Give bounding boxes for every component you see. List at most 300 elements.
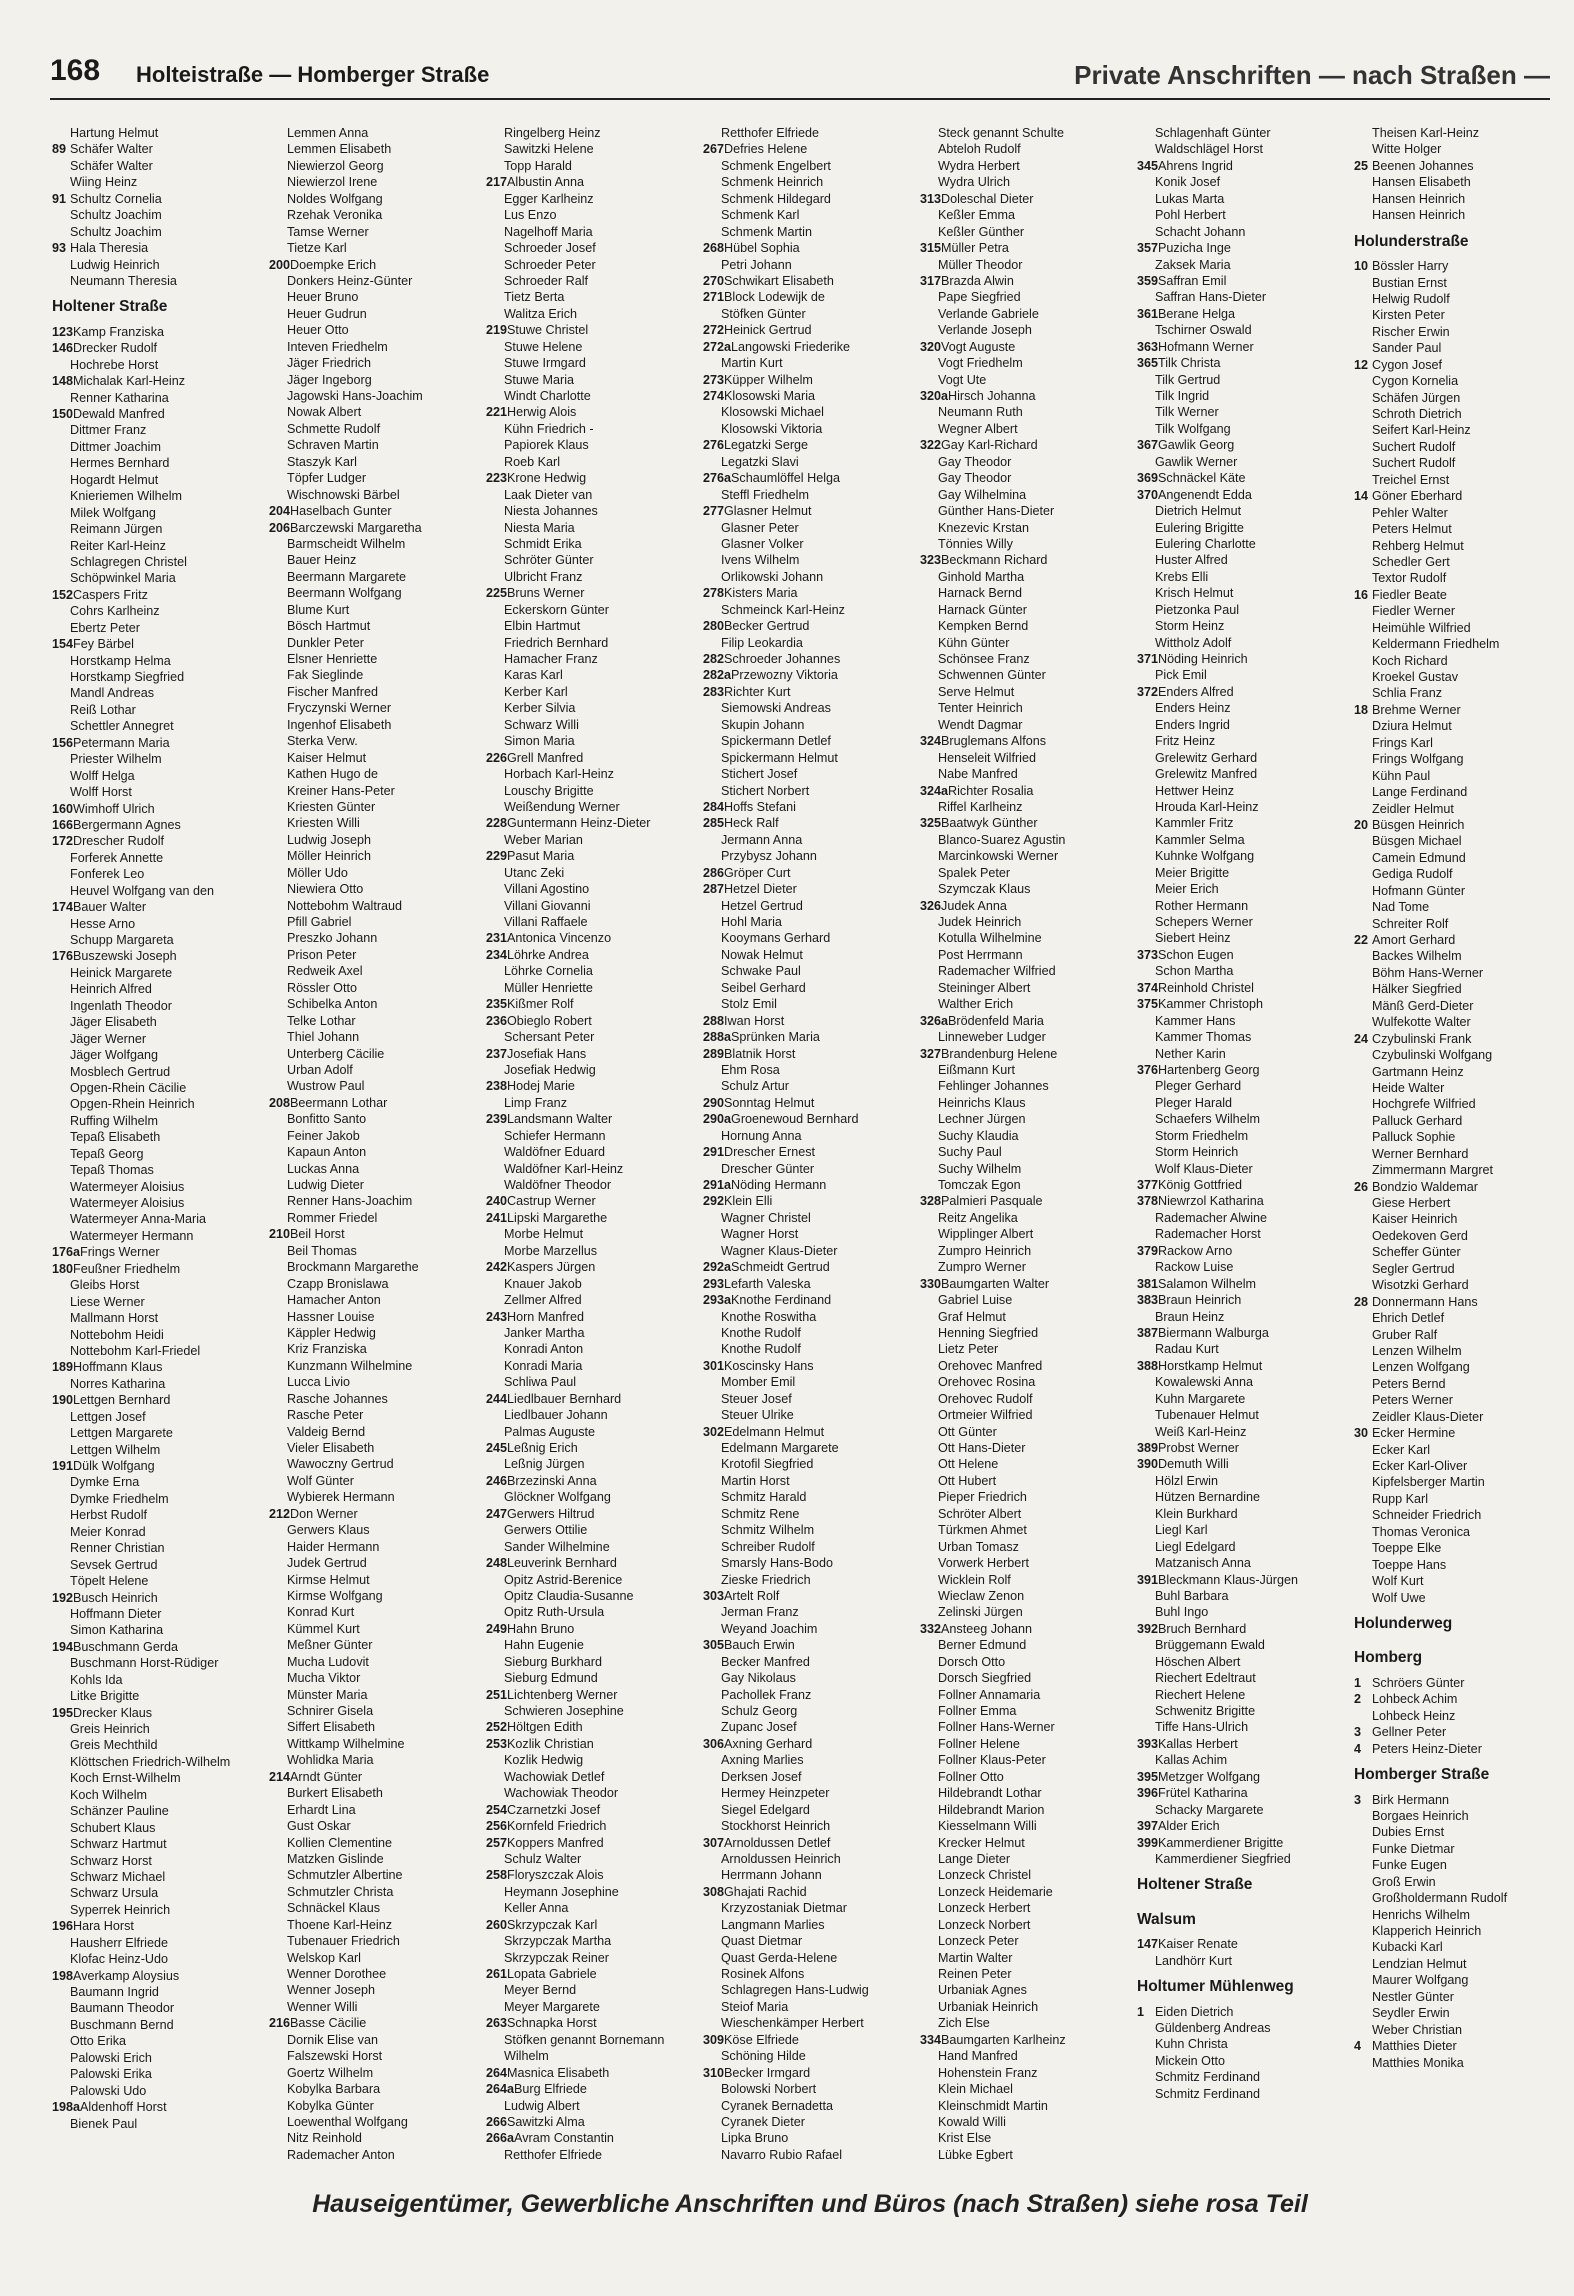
- resident-name: Suchert Rudolf: [1372, 456, 1456, 471]
- resident-name: Wulfekotte Walter: [1372, 1015, 1471, 1030]
- resident-entry: [269, 799, 474, 815]
- resident-entry: [269, 1539, 474, 1555]
- resident-entry: [920, 191, 1125, 207]
- resident-entry: [269, 585, 474, 601]
- resident-name: Wieschenkämper Herbert: [721, 2016, 864, 2031]
- resident-entry: [703, 355, 908, 371]
- resident-name: Schaumlöffel Helga: [731, 471, 841, 486]
- resident-name: Renner Katharina: [70, 390, 169, 405]
- resident-name: Hansen Elisabeth: [1372, 175, 1471, 190]
- resident-name: Peters Bernd: [1372, 1376, 1446, 1391]
- resident-name: Palowski Erika: [70, 2067, 152, 2082]
- resident-entry: [1354, 998, 1559, 1014]
- resident-entry: [1354, 1857, 1559, 1873]
- resident-entry: [52, 1277, 257, 1293]
- resident-name: Morbe Marzellus: [504, 1243, 598, 1258]
- resident-entry: [486, 750, 691, 766]
- house-number: 374: [1137, 980, 1159, 995]
- resident-name: Sonntag Helmut: [724, 1095, 815, 1110]
- resident-name: Papiorek Klaus: [504, 438, 589, 453]
- resident-name: Heide Walter: [1372, 1080, 1445, 1095]
- resident-entry: [1354, 1031, 1559, 1047]
- house-number: 291: [703, 1145, 725, 1160]
- house-number: 237: [486, 1046, 508, 1061]
- resident-name: Stöfken Günter: [721, 306, 806, 321]
- house-number: 217: [486, 175, 508, 190]
- house-number: 315: [920, 241, 942, 256]
- resident-entry: [486, 174, 691, 190]
- house-number: 345: [1137, 158, 1159, 173]
- street-heading: Holtumer Mühlenweg: [1137, 1978, 1294, 1996]
- resident-entry: [269, 1424, 474, 1440]
- resident-entry: [269, 470, 474, 486]
- resident-entry: [1354, 883, 1559, 899]
- resident-entry: [269, 618, 474, 634]
- resident-entry: [486, 898, 691, 914]
- resident-name: Cygon Josef: [1372, 357, 1443, 372]
- resident-entry: [486, 141, 691, 157]
- resident-entry: [269, 947, 474, 963]
- resident-name: Villani Giovanni: [504, 898, 591, 913]
- resident-name: Leuverink Bernhard: [507, 1556, 617, 1571]
- resident-entry: [1354, 1491, 1559, 1507]
- resident-name: Greis Heinrich: [70, 1722, 150, 1737]
- resident-entry: [920, 1111, 1125, 1127]
- house-number: 372: [1137, 684, 1159, 699]
- resident-entry: [1354, 636, 1559, 652]
- resident-entry: [703, 1802, 908, 1818]
- resident-name: Schmenk Heinrich: [721, 175, 824, 190]
- resident-name: Ringelberg Heinz: [504, 126, 601, 140]
- resident-name: Tilk Christa: [1158, 356, 1221, 371]
- house-number: 320: [920, 339, 942, 354]
- resident-name: Matzken Gislinde: [287, 1851, 384, 1866]
- resident-entry: [269, 881, 474, 897]
- resident-entry: [269, 273, 474, 289]
- resident-name: Buhl Ingo: [1155, 1605, 1209, 1620]
- house-number: 284: [703, 799, 725, 814]
- resident-entry: [920, 1867, 1125, 1883]
- resident-entry: [52, 191, 257, 207]
- resident-entry: [920, 1621, 1125, 1637]
- resident-name: Leßnig Jürgen: [504, 1457, 585, 1472]
- resident-name: Tilk Werner: [1155, 405, 1219, 420]
- resident-name: Müller Henriette: [504, 980, 593, 995]
- resident-name: Ulbricht Franz: [504, 569, 583, 584]
- resident-name: Ecker Karl-Oliver: [1372, 1459, 1468, 1474]
- resident-entry: [1137, 2004, 1342, 2020]
- resident-entry: [1354, 718, 1559, 734]
- resident-entry: [52, 538, 257, 554]
- resident-entry: [1354, 324, 1559, 340]
- resident-entry: [52, 1310, 257, 1326]
- resident-name: Glöckner Wolfgang: [504, 1490, 611, 1505]
- resident-entry: [52, 801, 257, 817]
- resident-entry: [1354, 554, 1559, 570]
- resident-entry: [1137, 1341, 1342, 1357]
- resident-entry: [703, 437, 908, 453]
- house-number: 396: [1137, 1786, 1159, 1801]
- resident-entry: [703, 700, 908, 716]
- house-number: 282: [703, 652, 725, 666]
- resident-entry: [1137, 914, 1342, 930]
- resident-entry: [1354, 1841, 1559, 1857]
- resident-entry: [1354, 899, 1559, 915]
- resident-name: Weber Marian: [504, 832, 583, 847]
- house-number: 293: [703, 1276, 725, 1291]
- resident-entry: [1354, 1359, 1559, 1375]
- resident-entry: [703, 1999, 908, 2015]
- resident-name: Follner Klaus-Peter: [938, 1753, 1046, 1768]
- resident-entry: [920, 257, 1125, 273]
- resident-name: Ehm Rosa: [721, 1062, 780, 1077]
- resident-entry: [703, 799, 908, 815]
- resident-entry: [703, 1456, 908, 1472]
- resident-name: Kowalewski Anna: [1155, 1375, 1254, 1390]
- resident-name: Lucca Livio: [287, 1375, 351, 1390]
- footer-note: Hauseigentümer, Gewerbliche Anschriften und Büros (nach Straßen) siehe rosa Teil: [312, 2190, 1308, 2218]
- resident-entry: [920, 1555, 1125, 1571]
- resident-name: Follner Annamaria: [938, 1687, 1041, 1702]
- resident-name: Berane Helga: [1158, 306, 1236, 321]
- resident-name: Judek Anna: [941, 898, 1007, 913]
- resident-entry: [703, 1917, 908, 1933]
- resident-name: Ghajati Rachid: [724, 1884, 807, 1899]
- resident-entry: [920, 1900, 1125, 1916]
- resident-name: Krist Else: [938, 2131, 992, 2146]
- resident-name: Wolf Günter: [287, 1473, 354, 1488]
- resident-entry: [1137, 1292, 1342, 1308]
- resident-entry: [1137, 388, 1342, 404]
- resident-name: Liedlbauer Bernhard: [507, 1391, 622, 1406]
- resident-name: Glasner Volker: [721, 536, 804, 551]
- resident-entry: [1354, 1343, 1559, 1359]
- resident-name: Klofac Heinz-Udo: [70, 1952, 168, 1967]
- resident-entry: [52, 1014, 257, 1030]
- resident-name: Nad Tome: [1372, 900, 1430, 915]
- house-number: 208: [269, 1095, 291, 1110]
- resident-entry: [1137, 2036, 1342, 2052]
- resident-entry: [1354, 1014, 1559, 1030]
- resident-entry: [52, 833, 257, 849]
- resident-entry: [269, 914, 474, 930]
- resident-entry: [269, 1785, 474, 1801]
- resident-name: Dorsch Siegfried: [938, 1671, 1032, 1686]
- resident-entry: [920, 1161, 1125, 1177]
- resident-name: Liegl Edelgard: [1155, 1539, 1236, 1554]
- resident-entry: [703, 158, 908, 174]
- resident-entry: [1137, 2020, 1342, 2036]
- resident-name: Hofmann Günter: [1372, 883, 1466, 898]
- resident-entry: [52, 620, 257, 636]
- resident-name: Gröper Curt: [724, 865, 791, 880]
- resident-entry: [269, 421, 474, 437]
- resident-entry: [920, 2147, 1125, 2163]
- resident-entry: [1354, 1590, 1559, 1606]
- resident-name: Wiing Heinz: [70, 175, 138, 190]
- resident-entry: [1137, 257, 1342, 273]
- resident-name: Kaiser Heinrich: [1372, 1212, 1458, 1227]
- resident-name: Salamon Wilhelm: [1158, 1276, 1256, 1291]
- resident-name: Puzicha Inge: [1158, 241, 1231, 256]
- resident-entry: [920, 1950, 1125, 1966]
- house-number: 365: [1137, 356, 1159, 371]
- resident-name: Schänzer Pauline: [70, 1804, 169, 1819]
- resident-name: Kowald Willi: [938, 2114, 1006, 2129]
- resident-name: Follner Otto: [938, 1769, 1004, 1784]
- resident-entry: [486, 1802, 691, 1818]
- resident-name: Basse Cäcilie: [290, 2016, 367, 2031]
- house-number: 2: [1354, 1692, 1362, 1707]
- resident-entry: [920, 2081, 1125, 2097]
- resident-name: Wohlidka Maria: [287, 1753, 374, 1768]
- resident-name: Becker Gertrud: [724, 619, 810, 634]
- resident-name: Eißmann Kurt: [938, 1062, 1015, 1077]
- resident-entry: [703, 930, 908, 946]
- resident-entry: [486, 240, 691, 256]
- resident-entry: [703, 963, 908, 979]
- resident-name: Wicklein Rolf: [938, 1572, 1011, 1587]
- resident-entry: [269, 1588, 474, 1604]
- resident-entry: [1354, 191, 1559, 207]
- resident-name: Niewierzol Irene: [287, 175, 378, 190]
- resident-entry: [269, 815, 474, 831]
- resident-name: Frings Wolfgang: [1372, 752, 1464, 767]
- resident-name: Tepaß Thomas: [70, 1163, 154, 1178]
- resident-name: Jäger Werner: [70, 1031, 147, 1046]
- resident-entry: [920, 2032, 1125, 2048]
- resident-entry: [269, 1818, 474, 1834]
- resident-name: Hassner Louise: [287, 1309, 375, 1324]
- resident-name: Knauer Jakob: [504, 1276, 582, 1291]
- resident-name: Navarro Rubio Rafael: [721, 2147, 843, 2162]
- house-number: 147: [1137, 1937, 1159, 1952]
- resident-name: Frütel Katharina: [1158, 1786, 1248, 1801]
- resident-entry: [920, 1177, 1125, 1193]
- resident-entry: [703, 750, 908, 766]
- resident-entry: [269, 1506, 474, 1522]
- resident-name: Aldenhoff Horst: [80, 2100, 167, 2115]
- resident-name: Hansen Heinrich: [1372, 191, 1466, 206]
- resident-entry: [52, 1359, 257, 1375]
- resident-name: Lonzeck Herbert: [938, 1901, 1031, 1916]
- house-number: 359: [1137, 273, 1159, 288]
- house-number: 392: [1137, 1621, 1159, 1636]
- resident-name: Schlagregen Christel: [70, 554, 187, 569]
- resident-name: Krecker Helmut: [938, 1835, 1025, 1850]
- resident-entry: [920, 1391, 1125, 1407]
- resident-name: Backes Wilhelm: [1372, 949, 1462, 964]
- resident-name: Marcinkowski Werner: [938, 849, 1059, 864]
- directory-column-2: [269, 125, 474, 2175]
- resident-name: Niewiera Otto: [287, 882, 364, 897]
- resident-name: Schönsee Franz: [938, 652, 1030, 666]
- house-number: 270: [703, 273, 725, 288]
- resident-entry: [52, 406, 257, 422]
- resident-name: Nottebohm Heidi: [70, 1327, 164, 1342]
- resident-entry: [1354, 1228, 1559, 1244]
- resident-name: Rademacher Alwine: [1155, 1210, 1268, 1225]
- resident-entry: [486, 1473, 691, 1489]
- resident-entry: [703, 1292, 908, 1308]
- resident-entry: [1137, 1818, 1342, 1834]
- resident-name: Klapperich Heinrich: [1372, 1924, 1482, 1938]
- resident-name: Lange Ferdinand: [1372, 785, 1468, 800]
- house-number: 176a: [52, 1245, 81, 1260]
- resident-name: Wagner Klaus-Dieter: [721, 1243, 838, 1258]
- resident-entry: [703, 1243, 908, 1259]
- resident-name: Burkert Elisabeth: [287, 1786, 383, 1801]
- resident-name: Dorsch Otto: [938, 1654, 1006, 1669]
- resident-name: Ott Helene: [938, 1457, 999, 1472]
- resident-entry: [1354, 439, 1559, 455]
- resident-entry: [920, 766, 1125, 782]
- resident-name: Donkers Heinz-Günter: [287, 273, 413, 288]
- resident-name: Eiden Dietrich: [1155, 2004, 1234, 2019]
- resident-name: Amort Gerhard: [1372, 933, 1456, 948]
- resident-name: Czybulinski Wolfgang: [1372, 1048, 1493, 1063]
- resident-entry: [52, 1968, 257, 1984]
- resident-name: Neumann Theresia: [70, 273, 177, 288]
- resident-entry: [920, 1226, 1125, 1242]
- resident-entry: [920, 1539, 1125, 1555]
- resident-entry: [269, 125, 474, 141]
- resident-name: Krisch Helmut: [1155, 586, 1234, 601]
- resident-name: Averkamp Aloysius: [73, 1968, 180, 1983]
- resident-name: Suchert Rudolf: [1372, 439, 1456, 454]
- resident-entry: [486, 2130, 691, 2146]
- resident-entry: [269, 667, 474, 683]
- house-number: 123: [52, 324, 74, 339]
- resident-name: Schon Eugen: [1158, 947, 1234, 962]
- resident-name: Thomas Veronica: [1372, 1524, 1471, 1539]
- resident-entry: [703, 1013, 908, 1029]
- resident-name: Günther Hans-Dieter: [938, 504, 1055, 519]
- resident-name: Ludwig Albert: [504, 2098, 580, 2113]
- resident-name: Tenter Heinrich: [938, 701, 1023, 716]
- resident-entry: [1354, 1675, 1559, 1691]
- resident-entry: [1137, 1407, 1342, 1423]
- resident-name: Meyer Margarete: [504, 1999, 600, 2014]
- resident-entry: [703, 684, 908, 700]
- house-number: 146: [52, 341, 74, 356]
- resident-name: Kühn Paul: [1372, 768, 1431, 783]
- resident-name: Wydra Ulrich: [938, 175, 1010, 190]
- resident-name: Pape Siegfried: [938, 290, 1021, 305]
- house-number: 389: [1137, 1441, 1159, 1455]
- resident-name: Blume Kurt: [287, 602, 350, 617]
- resident-entry: [486, 536, 691, 552]
- resident-entry: [52, 1179, 257, 1195]
- resident-entry: [1137, 1391, 1342, 1407]
- house-number: 223: [486, 471, 508, 486]
- resident-entry: [52, 1458, 257, 1474]
- resident-entry: [52, 866, 257, 882]
- resident-name: Abteloh Rudolf: [938, 142, 1021, 157]
- resident-entry: [920, 1407, 1125, 1423]
- resident-entry: [1354, 158, 1559, 174]
- resident-name: Follner Hans-Werner: [938, 1720, 1055, 1735]
- house-number: 221: [486, 405, 508, 420]
- resident-name: Schlagenhaft Günter: [1155, 126, 1271, 140]
- resident-entry: [486, 1374, 691, 1390]
- house-number: 399: [1137, 1835, 1159, 1850]
- resident-entry: [703, 980, 908, 996]
- resident-name: Zupanc Josef: [721, 1720, 797, 1735]
- house-number: 381: [1137, 1276, 1159, 1291]
- house-number: 251: [486, 1687, 508, 1702]
- resident-entry: [703, 1851, 908, 1867]
- resident-entry: [920, 1851, 1125, 1867]
- resident-name: Schedler Gert: [1372, 554, 1450, 569]
- house-number: 391: [1137, 1572, 1159, 1587]
- resident-name: Dülk Wolfgang: [73, 1459, 155, 1474]
- resident-name: Gay Karl-Richard: [941, 438, 1038, 453]
- resident-name: Knezevic Krstan: [938, 520, 1029, 535]
- house-number: 244: [486, 1391, 508, 1406]
- resident-entry: [52, 1606, 257, 1622]
- resident-entry: [920, 273, 1125, 289]
- resident-entry: [52, 174, 257, 190]
- resident-name: Hamacher Franz: [504, 652, 598, 666]
- resident-name: Heck Ralf: [724, 816, 779, 831]
- resident-name: Seibel Gerhard: [721, 980, 806, 995]
- house-number: 174: [52, 900, 74, 915]
- resident-entry: [703, 503, 908, 519]
- resident-name: Kammerdiener Brigitte: [1158, 1835, 1284, 1850]
- resident-entry: [52, 718, 257, 734]
- resident-name: Ehrich Detlef: [1372, 1311, 1445, 1326]
- resident-entry: [52, 1376, 257, 1392]
- house-number: 229: [486, 849, 508, 864]
- resident-name: Kempken Bernd: [938, 619, 1029, 634]
- resident-entry: [52, 702, 257, 718]
- resident-entry: [1137, 125, 1342, 141]
- resident-entry: [1137, 1489, 1342, 1505]
- resident-name: Reinhold Christel: [1158, 980, 1254, 995]
- resident-name: Zich Else: [938, 2016, 990, 2031]
- resident-entry: [1354, 702, 1559, 718]
- house-number: 16: [1354, 587, 1369, 602]
- resident-entry: [1137, 963, 1342, 979]
- resident-entry: [1137, 1851, 1342, 1867]
- resident-name: Nöding Heinrich: [1158, 652, 1248, 666]
- resident-name: Richter Rosalia: [948, 783, 1034, 798]
- resident-entry: [269, 1884, 474, 1900]
- resident-entry: [703, 2081, 908, 2097]
- resident-entry: [269, 1062, 474, 1078]
- resident-entry: [269, 404, 474, 420]
- resident-entry: [486, 1292, 691, 1308]
- resident-entry: [1137, 1802, 1342, 1818]
- resident-name: Mosblech Gertrud: [70, 1064, 171, 1079]
- resident-name: Maurer Wolfgang: [1372, 1973, 1469, 1988]
- resident-name: Koscinsky Hans: [724, 1358, 814, 1373]
- resident-entry: [920, 1802, 1125, 1818]
- resident-entry: [1137, 2086, 1342, 2102]
- house-number: 302: [703, 1424, 725, 1439]
- resident-name: Brödenfeld Maria: [948, 1013, 1044, 1028]
- resident-name: Post Herrmann: [938, 947, 1023, 962]
- resident-entry: [52, 883, 257, 899]
- resident-name: Jäger Friedrich: [287, 356, 371, 371]
- resident-entry: [269, 996, 474, 1012]
- resident-name: Schacht Johann: [1155, 224, 1246, 239]
- resident-entry: [703, 1835, 908, 1851]
- resident-entry: [1137, 470, 1342, 486]
- resident-name: Pehler Walter: [1372, 505, 1448, 520]
- house-number: 292a: [703, 1260, 732, 1275]
